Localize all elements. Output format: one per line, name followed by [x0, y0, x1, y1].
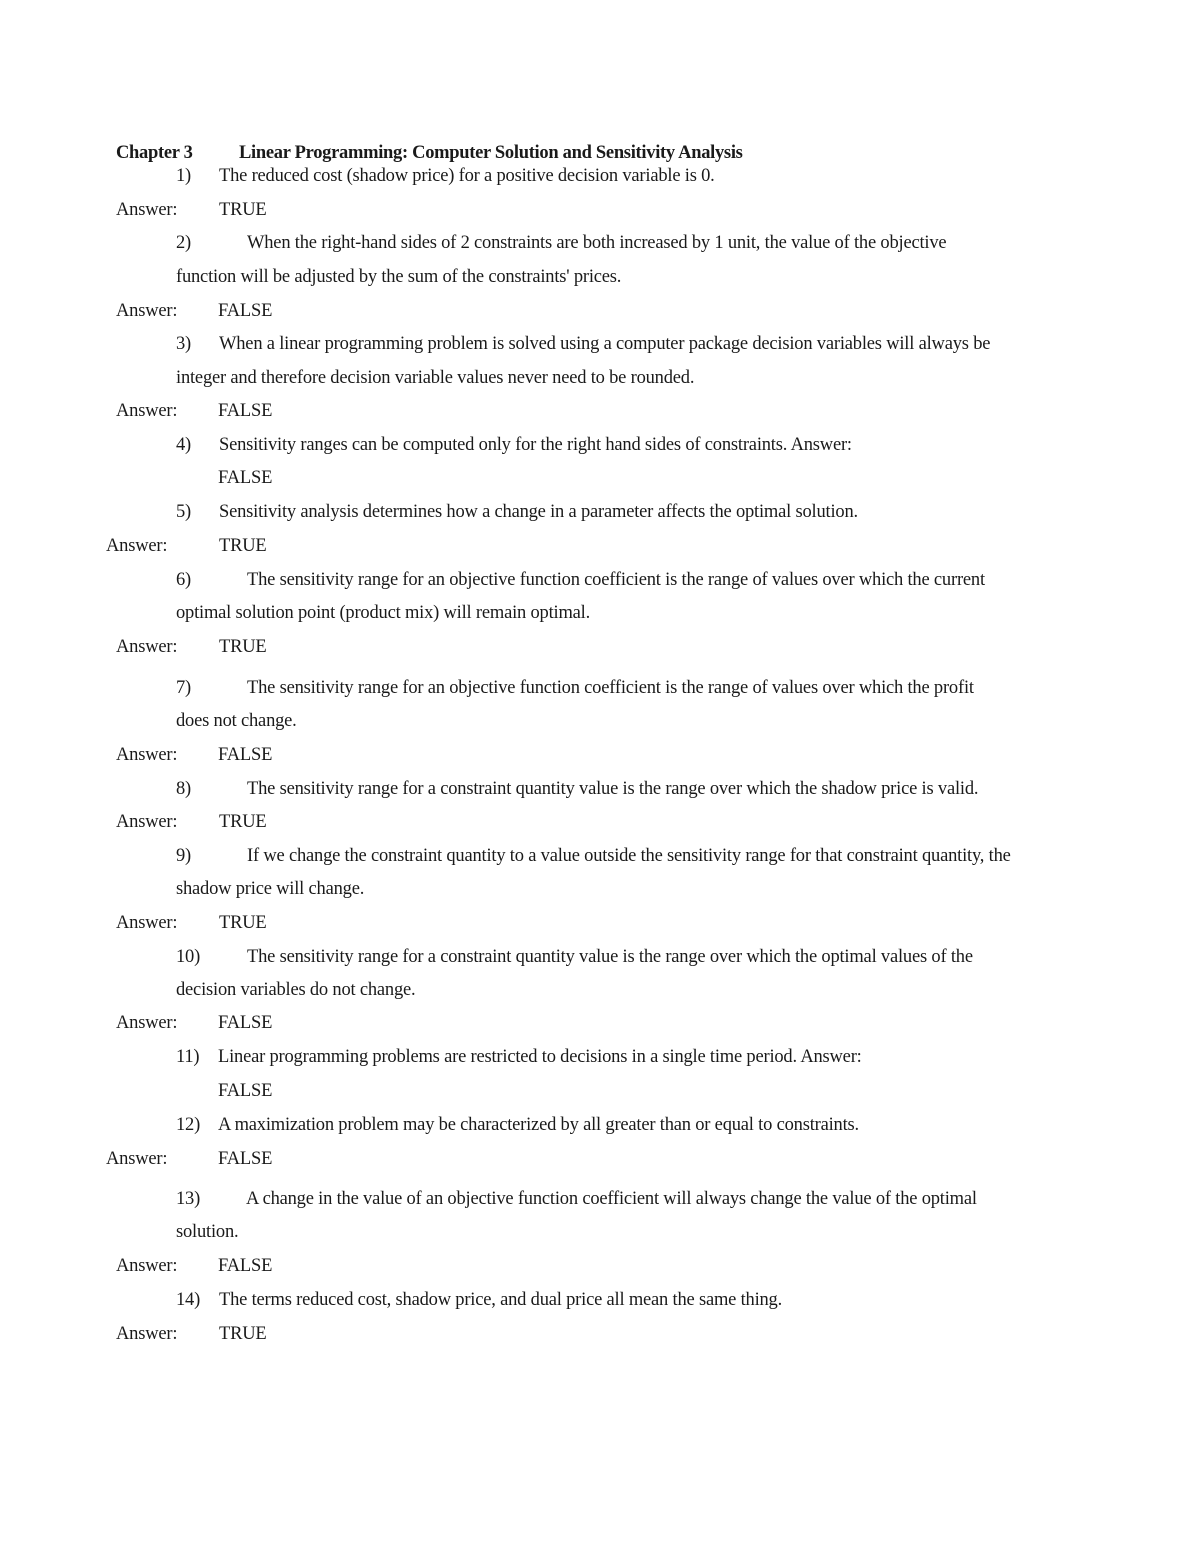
- question-number: 13): [176, 1189, 201, 1209]
- answer-label: Answer:: [116, 1324, 178, 1344]
- question-text: The sensitivity range for an objective function coefficient is the range of values over which the profit: [247, 678, 974, 698]
- question-text: When the right-hand sides of 2 constraints are both increased by 1 unit, the value of the objective: [247, 233, 947, 253]
- answer-label: Answer:: [116, 812, 178, 832]
- question-number: 12): [176, 1115, 201, 1135]
- chapter-title: Linear Programming: Computer Solution and Sensitivity Analysis: [239, 143, 743, 163]
- question-text: If we change the constraint quantity to a value outside the sensitivity range for that constraint quantity, the: [247, 846, 1011, 866]
- answer-value: FALSE: [218, 301, 273, 321]
- answer-label: Answer:: [116, 200, 178, 220]
- question-number: 14): [176, 1290, 201, 1310]
- question-text-continuation: does not change.: [176, 711, 297, 731]
- question-number: 1): [176, 166, 192, 186]
- chapter-label: Chapter 3: [116, 143, 193, 163]
- answer-value: FALSE: [218, 1256, 273, 1276]
- question-number: 5): [176, 502, 192, 522]
- question-number: 7): [176, 678, 192, 698]
- question-text: Sensitivity analysis determines how a change in a parameter affects the optimal solution.: [219, 502, 858, 522]
- answer-value: FALSE: [218, 1013, 273, 1033]
- question-text-continuation: solution.: [176, 1222, 239, 1242]
- question-text-continuation: optimal solution point (product mix) will remain optimal.: [176, 603, 591, 623]
- answer-label: Answer:: [106, 536, 168, 556]
- question-number: 6): [176, 570, 192, 590]
- answer-label: Answer:: [116, 301, 178, 321]
- question-number: 8): [176, 779, 192, 799]
- answer-value: FALSE: [218, 401, 273, 421]
- answer-value: FALSE: [218, 468, 273, 488]
- question-text-continuation: decision variables do not change.: [176, 980, 416, 1000]
- question-number: 11): [176, 1047, 200, 1067]
- question-number: 4): [176, 435, 192, 455]
- answer-value: TRUE: [219, 637, 267, 657]
- question-text-continuation: function will be adjusted by the sum of the constraints' prices.: [176, 267, 622, 287]
- answer-value: TRUE: [219, 200, 267, 220]
- answer-label: Answer:: [116, 401, 178, 421]
- answer-label: Answer:: [116, 637, 178, 657]
- question-number: 2): [176, 233, 192, 253]
- answer-value: FALSE: [218, 1081, 273, 1101]
- question-text: Sensitivity ranges can be computed only for the right hand sides of constraints. Answer:: [219, 435, 852, 455]
- answer-label: Answer:: [106, 1149, 168, 1169]
- question-text: A change in the value of an objective function coefficient will always change the value of the optimal: [246, 1189, 977, 1209]
- question-text: The reduced cost (shadow price) for a positive decision variable is 0.: [219, 166, 715, 186]
- question-text-continuation: shadow price will change.: [176, 879, 365, 899]
- question-text: The sensitivity range for an objective function coefficient is the range of values over which the current: [247, 570, 985, 590]
- answer-value: TRUE: [219, 812, 267, 832]
- question-text: The sensitivity range for a constraint quantity value is the range over which the shadow price is valid.: [247, 779, 979, 799]
- answer-label: Answer:: [116, 1256, 178, 1276]
- answer-label: Answer:: [116, 745, 178, 765]
- question-text: The sensitivity range for a constraint quantity value is the range over which the optimal values of the: [247, 947, 973, 967]
- question-text-continuation: integer and therefore decision variable values never need to be rounded.: [176, 368, 695, 388]
- answer-label: Answer:: [116, 913, 178, 933]
- answer-value: FALSE: [218, 745, 273, 765]
- answer-value: TRUE: [219, 536, 267, 556]
- answer-value: TRUE: [219, 1324, 267, 1344]
- answer-value: TRUE: [219, 913, 267, 933]
- question-number: 3): [176, 334, 192, 354]
- question-text: When a linear programming problem is solved using a computer package decision variables will always be: [219, 334, 991, 354]
- question-text: Linear programming problems are restricted to decisions in a single time period. Answer:: [218, 1047, 862, 1067]
- question-number: 10): [176, 947, 201, 967]
- answer-label: Answer:: [116, 1013, 178, 1033]
- question-text: A maximization problem may be characterized by all greater than or equal to constraints.: [218, 1115, 859, 1135]
- question-text: The terms reduced cost, shadow price, and dual price all mean the same thing.: [219, 1290, 783, 1310]
- question-number: 9): [176, 846, 192, 866]
- answer-value: FALSE: [218, 1149, 273, 1169]
